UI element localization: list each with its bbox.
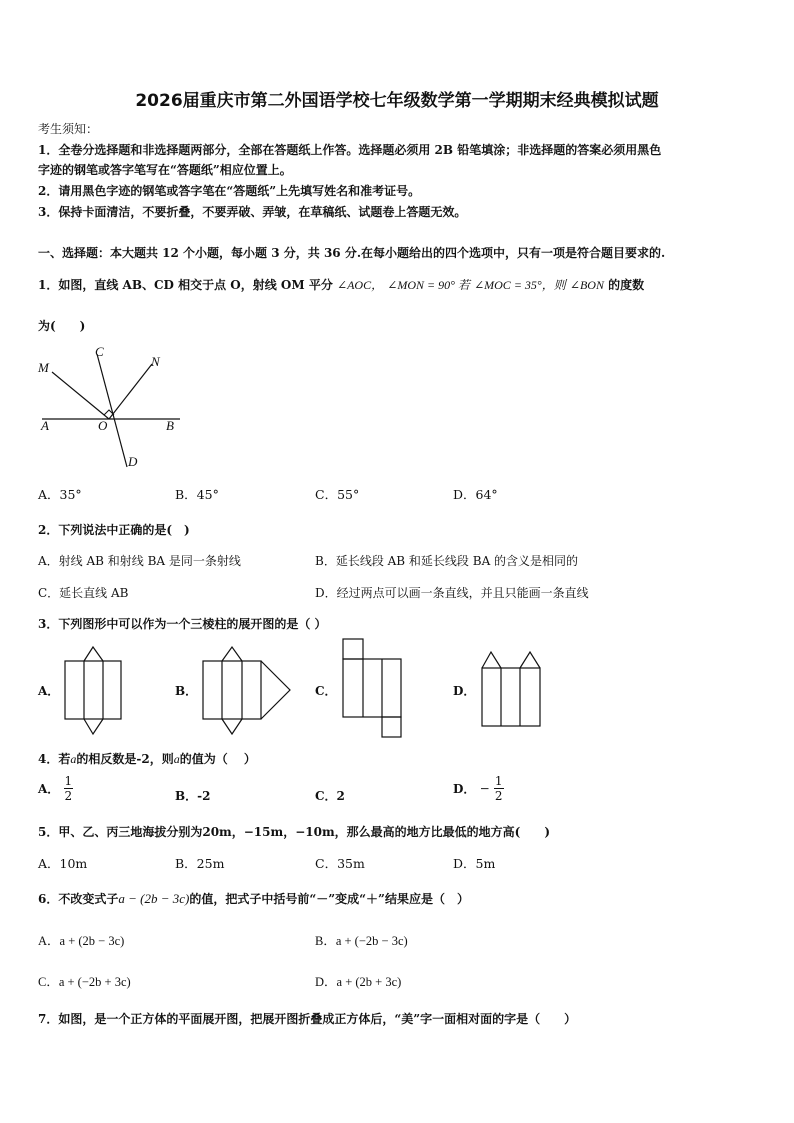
notice-item: 字迹的钢笔或答字笔写在“答题纸”相应位置上。 [38,163,292,177]
denominator: 2 [64,789,73,803]
label-o: O [98,418,108,433]
q1-option-a[interactable]: A．35° [38,487,82,502]
question-6-stem [38,890,469,907]
q1-text-b: 的度数 [608,278,645,292]
notice-item: 1．全卷分选择题和非选择题两部分，全部在答题纸上作答。选择题必须用 2B 铅笔填涂；非选择题的答案必须用黑色 [38,143,662,157]
q5-option-d[interactable]: D．5m [453,856,496,871]
q5-option-c[interactable]: C．35m [315,856,365,871]
q4-text-c: 的值为（ ） [179,752,256,766]
q1-angle-aoc: ∠AOC， [337,278,384,292]
notice-item: 3．保持卡面清洁，不要折叠，不要弄破、弄皱，在草稿纸、试题卷上答题无效。 [38,205,467,219]
question-7-stem: 7．如图，是一个正方体的平面展开图，把展开图折叠成正方体后，“美”字一面相对面的字是（ ） [38,1012,577,1026]
label-n: N [151,354,160,369]
q6-expression: a − (2b − 3c) [118,891,190,906]
q4-text-b: 的相反数是-2，则 [76,752,174,766]
line-cd [97,354,127,467]
q6-option-a[interactable] [38,931,124,949]
question-4-stem [38,750,256,767]
numerator: 1 [64,774,73,788]
q6-option-b-text: B．a + (−2b − 3c) [315,934,408,948]
q3-option-b[interactable]: B． [175,684,198,698]
q4-option-b[interactable]: B．-2 [175,789,211,803]
label-a: A [41,418,49,433]
notice-item: 2．请用黑色字迹的钢笔或答字笔在“答题纸”上先填写姓名和准考证号。 [38,184,421,198]
q5-option-b[interactable]: B．25m [175,856,225,871]
q4-option-a-label: A． [38,782,60,796]
q1-figure [30,340,190,475]
q4-text-a: 4．若 [38,752,71,766]
q1-option-c[interactable]: C．55° [315,487,360,502]
q3-net-a [60,645,126,737]
q4-option-d-sign: − [479,781,490,796]
q4-option-a-fraction [64,774,74,803]
question-1-stem [38,276,644,293]
q6-text-b: 的值，把式子中括号前“－”变成“＋”结果应是（ ） [189,892,469,906]
denominator: 2 [494,789,503,803]
q3-net-b [198,645,294,737]
label-m: M [38,360,49,375]
q3-net-c [340,636,404,740]
q1-option-d[interactable]: D．64° [453,487,498,502]
question-3-stem: 3．下列图形中可以作为一个三棱柱的展开图的是（ ） [38,617,327,631]
q3-option-d[interactable]: D． [453,684,476,698]
numerator: 1 [494,774,503,788]
q6-option-c[interactable] [38,972,131,990]
q1-angle-bon: ∠BON [569,278,604,292]
q2-option-a[interactable]: A．射线 AB 和射线 BA 是同一条射线 [38,554,241,568]
q4-var-2: a [173,752,180,766]
q4-option-d-fraction [494,774,504,803]
q2-option-d[interactable]: D．经过两点可以画一条直线，并且只能画一条直线 [315,586,589,600]
q6-text-a: 6．不改变式子 [38,892,119,906]
q4-option-c[interactable]: C．2 [315,789,345,803]
question-5-stem: 5．甲、乙、丙三地海拔分别为20m，−15m，−10m，那么最高的地方比最低的地方高( ) [38,825,551,839]
question-2-stem: 2．下列说法中正确的是( ) [38,523,190,537]
q1-text-a: 1．如图，直线 AB、CD 相交于点 O，射线 OM 平分 [38,278,333,292]
label-b: B [166,418,174,433]
label-d: D [128,454,138,469]
q1-option-b[interactable]: B．45° [175,487,219,502]
q3-option-c[interactable]: C． [315,684,337,698]
section-heading: 一、选择题：本大题共 12 个小题，每小题 3 分，共 36 分.在每小题给出的四个选项中，只有一项是符合题目要求的. [38,246,666,260]
q6-option-d-text: D．a + (2b + 3c) [315,975,402,989]
label-c: C [95,344,104,359]
q2-option-b[interactable]: B．延长线段 AB 和延长线段 BA 的含义是相同的 [315,554,579,568]
ray-on [109,364,152,419]
ray-om [52,372,109,419]
q3-option-a[interactable]: A． [38,684,60,698]
q2-option-c[interactable]: C．延长直线 AB [38,586,129,600]
notice-heading: 考生须知： [38,122,99,136]
q4-option-d-label: D． [453,782,476,796]
q3-net-d [478,648,544,730]
q4-option-d[interactable] [453,774,504,803]
q1-angle-mon: ∠MON = 90° 若 [387,278,470,292]
q6-option-c-text: C．a + (−2b + 3c) [38,975,131,989]
q4-option-a[interactable] [38,774,73,803]
q5-option-a[interactable]: A．10m [38,856,88,871]
q1-angle-moc: ∠MOC = 35°，则 [474,278,566,292]
q6-option-a-text: A．a + (2b − 3c) [38,934,125,948]
page-title: 2026届重庆市第二外国语学校七年级数学第一学期期末经典模拟试题 [135,91,659,111]
q4-var: a [70,752,77,766]
q6-option-b[interactable] [315,931,408,949]
q6-option-d[interactable] [315,972,401,990]
question-1-stem-end: 为( ) [38,319,86,333]
